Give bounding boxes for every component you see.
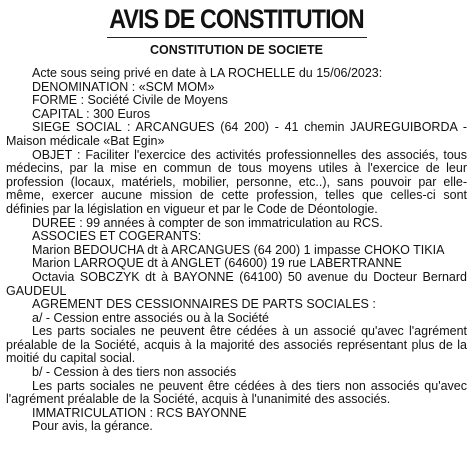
notice-body — [6, 67, 467, 434]
purpose-paragraph: OBJET : Faciliter l'exercice des activités professionnelles des associés, tous médecins, par la mise en commun de tous moyens utiles à l'exercice de leur profession (locaux, matériels, mobilier, personne, etc..), sans pouvoir par elle-même, exercer aucune mission de cette profession, telles que celles-ci sont définies par la législation en vigueur et par le Code de Déontologie. — [6, 147, 467, 216]
capital-line: CAPITAL : 300 Euros — [32, 106, 151, 121]
partners-heading: ASSOCIES ET COGERANTS: — [32, 229, 202, 244]
partner-entry: Octavia SOBCZYK dt à BAYONNE (64100) 50 avenue du Docteur Bernard GAUDEUL — [6, 269, 467, 298]
approval-clause-b-text: Les parts sociales ne peuvent être cédées à des tiers non associés qu'avec l'agrément préalable de la Société, acquis à l'unanimité des associés. — [6, 378, 467, 407]
head-office-line: SIEGE SOCIAL : ARCANGUES (64 200) - 41 chemin JAUREGUIBORDA - Maison médicale «Bat Egin» — [6, 120, 467, 148]
registration-line: IMMATRICULATION : RCS BAYONNE — [32, 405, 247, 420]
duration-line: DUREE : 99 années à compter de son immatriculation au RCS. — [32, 215, 383, 230]
partner-entry: Marion BEDOUCHA dt à ARCANGUES (64 200) 1 impasse CHOKO TIKIA — [32, 242, 445, 257]
approval-heading: AGREMENT DES CESSIONNAIRES DE PARTS SOCIALES : — [32, 297, 376, 312]
approval-clause-b-heading: b/ - Cession à des tiers non associés — [32, 365, 237, 380]
act-date-line: Acte sous seing privé en date à LA ROCHELLE du 15/06/2023: — [32, 66, 383, 80]
notice-subtitle: CONSTITUTION DE SOCIETE — [150, 43, 323, 57]
partner-entry: Marion LARROQUE dt à ANGLET (64600) 19 rue LABERTRANNE — [32, 256, 402, 271]
form-line: FORME : Société Civile de Moyens — [32, 93, 228, 108]
denomination-line: DENOMINATION : «SCM MOM» — [32, 79, 215, 94]
notice-title: AVIS DE CONSTITUTION — [109, 4, 364, 34]
title-divider — [107, 37, 367, 38]
signature-line: Pour avis, la gérance. — [32, 419, 153, 434]
approval-clause-a-heading: a/ - Cession entre associés ou à la Société — [32, 310, 269, 325]
approval-clause-a-text: Les parts sociales ne peuvent être cédées à un associé qu'avec l'agrément préalable de la Société, acquis à la majorité des associés représentant plus de la moitié du capital social. — [6, 324, 467, 366]
